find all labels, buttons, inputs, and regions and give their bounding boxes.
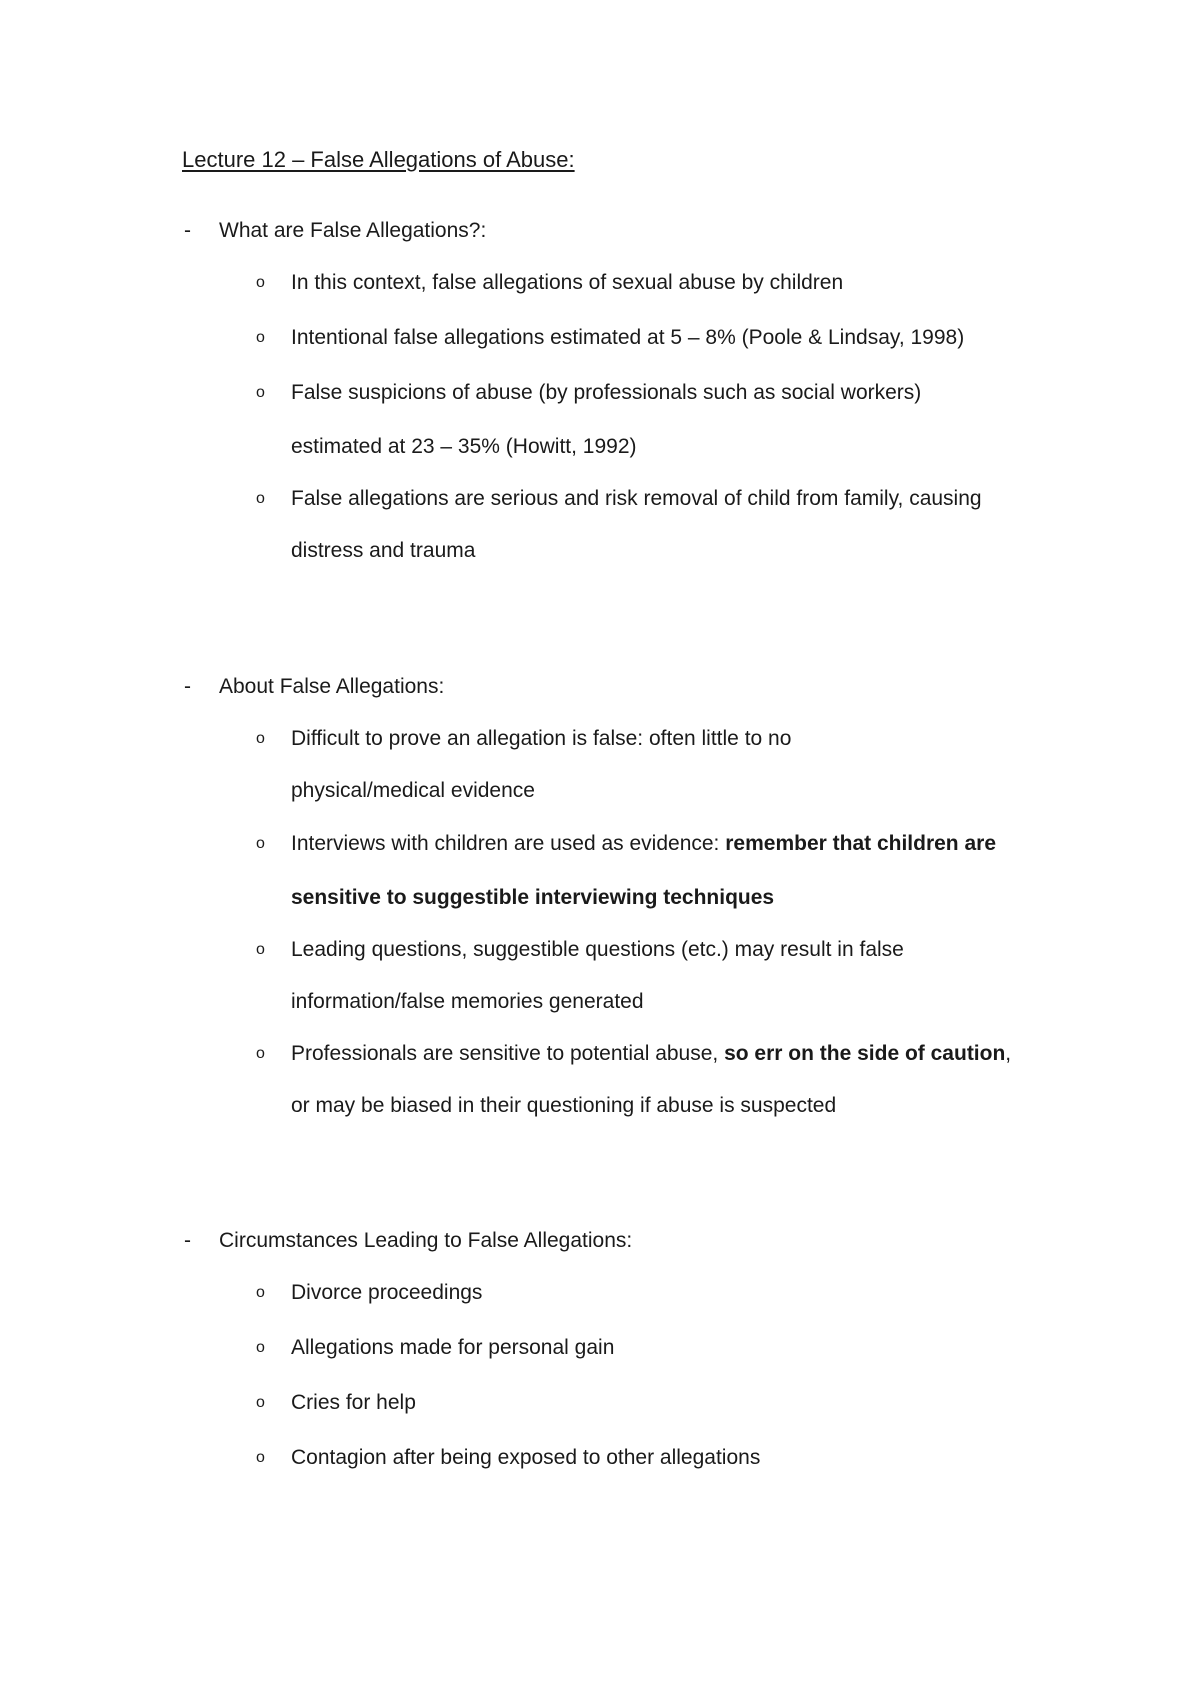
item-text-plain: Professionals are sensitive to potential abuse, (291, 1042, 725, 1065)
item-text-continued (291, 886, 774, 910)
dash-marker: - (184, 675, 191, 698)
item-text: Leading questions, suggestible questions (etc.) may result in false (291, 938, 904, 961)
bullet-marker: o (256, 1394, 265, 1411)
section-label: Circumstances Leading to False Allegations: (219, 1229, 633, 1252)
item-text: Intentional false allegations estimated at 5 – 8% (Poole & Lindsay, 1998) (291, 326, 965, 349)
dash-marker: - (184, 1229, 191, 1252)
item-text-continued: distress and trauma (291, 539, 476, 562)
item-text-continued: physical/medical evidence (291, 779, 535, 802)
dash-marker: - (184, 219, 191, 242)
item-text-plain: Interviews with children are used as evidence: (291, 832, 726, 855)
item-text-continued: estimated at 23 – 35% (Howitt, 1992) (291, 435, 637, 458)
bullet-marker: o (256, 384, 265, 401)
bullet-marker: o (256, 835, 265, 852)
item-text-emphasis: so err on the side of caution (724, 1042, 1006, 1065)
item-text: Divorce proceedings (291, 1281, 483, 1304)
item-text (291, 832, 996, 856)
item-text: False suspicions of abuse (by professionals such as social workers) (291, 381, 922, 404)
bullet-marker: o (256, 1284, 265, 1301)
item-text-punctuation: , (1005, 1042, 1012, 1065)
item-text-continued: or may be biased in their questioning if abuse is suspected (291, 1094, 837, 1117)
item-text-emphasis: remember that children are (725, 832, 996, 855)
bullet-marker: o (256, 490, 265, 507)
bullet-marker: o (256, 274, 265, 291)
item-text-continued: information/false memories generated (291, 990, 644, 1013)
bullet-marker: o (256, 730, 265, 747)
item-text: In this context, false allegations of sexual abuse by children (291, 271, 844, 294)
section-label: About False Allegations: (219, 675, 445, 698)
item-text: Difficult to prove an allegation is false: often little to no (291, 727, 792, 750)
item-text: Contagion after being exposed to other allegations (291, 1446, 761, 1469)
page-title: Lecture 12 – False Allegations of Abuse: (182, 147, 575, 172)
section-label: What are False Allegations?: (219, 219, 487, 242)
item-text (291, 1042, 1011, 1066)
bullet-marker: o (256, 1449, 265, 1466)
bullet-marker: o (256, 1339, 265, 1356)
item-text: Cries for help (291, 1391, 416, 1414)
item-text-emphasis: sensitive to suggestible interviewing techniques (291, 886, 775, 909)
item-text: False allegations are serious and risk removal of child from family, causing (291, 487, 982, 510)
bullet-marker: o (256, 1045, 265, 1062)
item-text: Allegations made for personal gain (291, 1336, 615, 1359)
bullet-marker: o (256, 329, 265, 346)
bullet-marker: o (256, 941, 265, 958)
